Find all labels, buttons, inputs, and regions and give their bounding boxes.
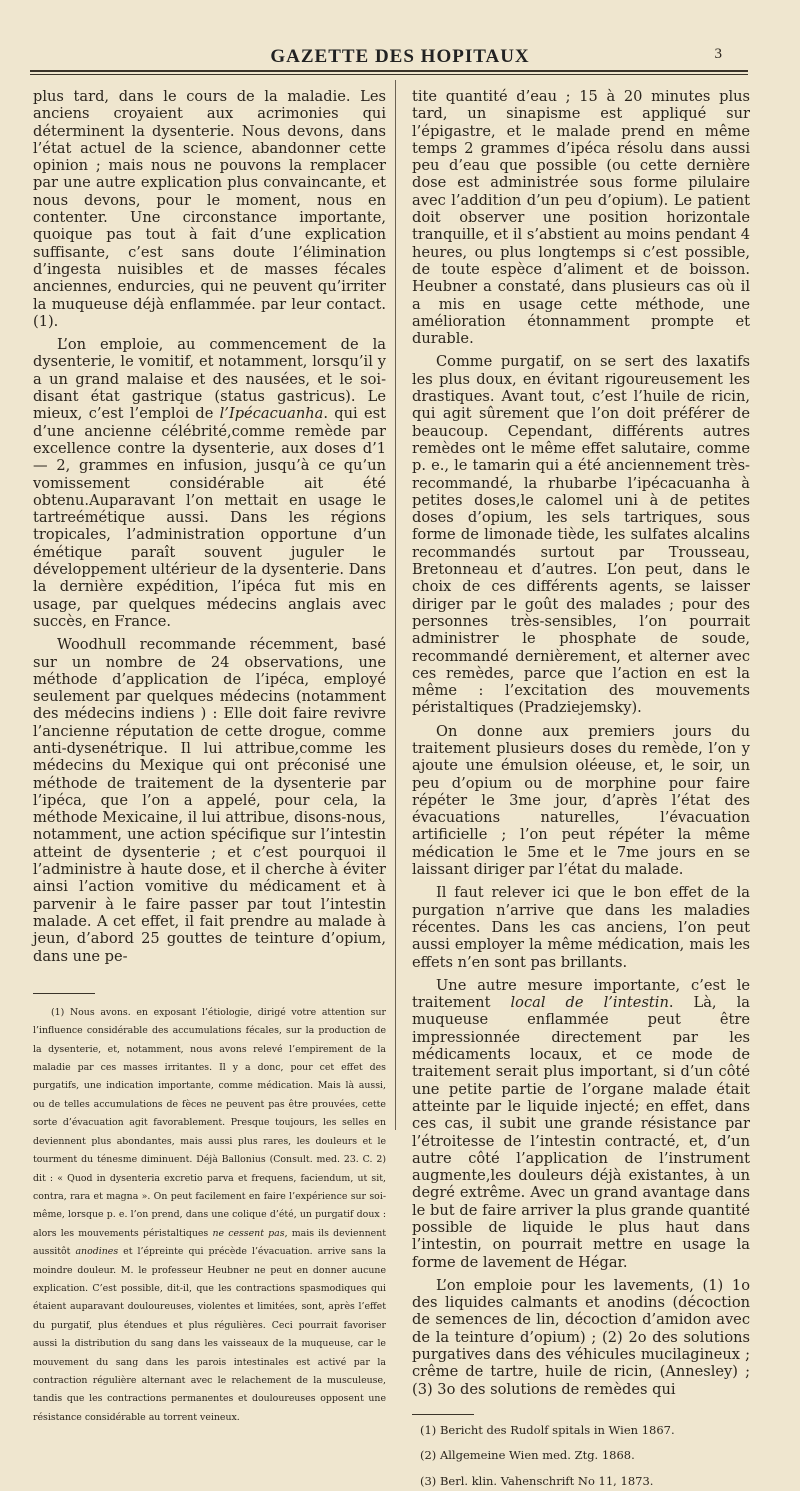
footnote: (2) Allgemeine Wien med. Ztg. 1868. [420,1448,635,1463]
paragraph: L’on emploie pour les lavements, (1) 1o des liquides calmants et anodins (décoction de semences de lin, décoction d’amidon avec de la teinture d’opium) ; (2) 2o des solutions purgatives dans des véhicules mucilagineux ; crême de tartre, huile de ricin, (Annesley) ; (3) 3o des solutions de remèdes qui [412,1276,750,1398]
header-rule-thick [30,70,748,72]
right-column [412,88,750,1491]
footnote-text: et l’épreinte qui précède l’évacuation. arrive sans la moindre douleur. M. le professeur Heubner ne peut en donner aucune explication. C’est possible, dit-il, que les contractions spasmodiques qui étaient auparavant douloureuses, violentes et limitées, sont, après l’effet du purgatif, plus étendues et plus régulières. Ceci pourrait favoriser aussi la distribution du sang dans les vaisseaux de la muqueuse, car le mouvement du sang dans les parois intestinales est activé par la contraction régulière alternant avec le relachement de la musculeuse, tandis que les contractions permanentes et douloureuses opposent une résistance considérable au torrent veineux. [33,1246,386,1423]
paragraph: Il faut relever ici que le bon effet de la purgation n’arrive que dans les maladies récentes. Dans les cas anciens, l’on peut aussi employer la même médication, mais les effets n’en sont pas brillants. [412,884,750,971]
paragraph [33,336,386,630]
footnote-rule [33,993,95,994]
italic-term: local de l’intestin [510,994,669,1012]
footnote-text: (1) Nous avons. en exposant l’étiologie, dirigé votre attention sur l’influence considérable des accumulations fécales, sur la production de la dysenterie, et, notamment, nous avons relevé l’empirement de la maladie par ces masses irritantes. Il y a donc, pour cet effet des purgatifs, une indication importante, comme médication. Mais là aussi, ou de telles accumulations de fèces ne peuvent pas être prouvées, cette sorte d’évacuation agit favorablement. Presque toujours, les selles en deviennent plus abondantes, mais aussi plus rares, les douleurs et le tourment du ténesme diminuent. Déjà Ballonius (Consult. med. 23. C. 2) dit : « Quod in dysenteria excretio parva et frequens, faciendum, ut sit, contra, rara et magna ». On peut facilement en faire l’expérience sur soi-même, lorsque p. e. l’on prend, dans une colique d’été, un purgatif doux : alors les mouvements péristaltiques [33,1006,386,1239]
footnote: (1) Bericht des Rudolf spitals in Wien 1867. [420,1422,675,1437]
footnote: (3) Berl. klin. Vahenschrift No 11, 1873. [420,1473,654,1488]
italic-term: anodines [75,1246,119,1258]
footnote-block [412,1421,750,1491]
left-column [33,88,386,1427]
paragraph: plus tard, dans le cours de la maladie. Les anciens croyaient aux acrimonies qui déterminent la dysenterie. Nous devons, dans l’état actuel de la science, abandonner cette opinion ; mais nous ne pouvons la remplacer par une autre explication plus convaincante, et nous devons, pour le moment, nous en contenter. Une circonstance importante, quoique pas tout à fait d’une explication suffisante, c’est sans doute l’élimination d’ingesta nuisibles et de masses fécales anciennes, endurcies, qui ne peuvent qu’irriter la muqueuse déjà enflammée. par leur contact. (1). [33,88,386,330]
footnote-rule [412,1414,474,1415]
paragraph: Woodhull recommande récemment, basé sur un nombre de 24 observations, une méthode d’application de l’ipéca, employé seulement par quelques médecins (notamment des médecins indiens ) : Elle doit faire revivre l’ancienne réputation de cette drogue, comme anti-dysenétrique. Il lui attribue,comme les médecins du Mexique qui ont préconisé une méthode de traitement de la dysenterie par l’ipéca, que l’on a appelé, pour cela, la méthode Mexicaine, il lui attribue, disons-nous, notamment, une action spécifique sur l’intestin atteint de dysenterie ; et c’est pourquoi il l’administre à haute dose, et il cherche à éviter ainsi l’action vomitive du médicament et à parvenir à le faire passer par tout l’intestin malade. A cet effet, il fait prendre au malade à jeun, d’abord 25 gouttes de teinture d’opium, dans une pe- [33,636,386,965]
page-title: GAZETTE DES HOPITAUX [270,46,530,67]
paragraph [412,977,750,1271]
paragraph-text: . qui est d’une ancienne célébrité,comme remède par excellence contre la dysenterie, aux doses d’1 — 2, grammes en infusion, jusqu’à ce qu’un vomissement considérable ait été obtenu.Auparavant l’on mettait en usage le tartreémétique aussi. Dans les régions tropicales, l’administration opportune d’un émétique paraît souvent juguler le développement ultérieur de la dysenterie. Dans la dernière expédition, l’ipéca fut mis en usage, par quelques médecins anglais avec succès, en France. [33,405,386,630]
column-divider [395,80,396,1130]
paragraph-text: L’on emploie, au commencement de la dysenterie, le vomitif, et notamment, lorsqu’il y a un grand malaise et des nausées, et le soi-disant état gastrique (status gastricus). Le mieux, c’est l’emploi de [33,336,386,423]
paragraph: Comme purgatif, on se sert des laxatifs les plus doux, en évitant rigoureusement les drastiques. Avant tout, c’est l’huile de ricin, qui agit sûrement que l’on doit préférer de beaucoup. Cependant, différents autres remèdes ont le même effet salutaire, comme p. e., le tamarin qui a été anciennement très-recommandé, la rhubarbe l’ipécacuanha à petites doses,le calomel uni à de petites doses d’opium, les sels tartriques, sous forme de limonade tiède, les sulfates alcalins recommandés surtout par Trousseau, Bretonneau et d’autres. L’on peut, dans le choix de ces différents agents, se laisser diriger par le goût des malades ; pour des personnes très-sensibles, l’on pourrait administrer le phosphate de soude, recommandé dernièrement, et alterner avec ces remèdes, parce que l’action en est la même : l’excitation des mouvements péristaltiques (Pradziejemsky). [412,353,750,717]
page-number: 3 [714,46,722,62]
italic-term: l’Ipécacuanha [219,405,324,423]
paragraph-text: . Là, la muqueuse enflammée peut être impressionnée directement par les médicaments locaux, et ce mode de traitement serait plus important, si d’un côté une petite partie de l’organe malade était atteinte par le liquide injecté; en effet, dans ces cas, il subit une grande résistance par l’étroitesse de l’intestin contracté, et, d’un autre côté l’application de l’instrument augmente,les douleurs déjà existantes, à un degré extrême. Avec un grand avantage dans le but de faire arriver la plus grande quantité possible de liquide le plus haut dans l’intestin, on pourrait mettre en usage la forme de lavement de Hégar. [412,994,750,1271]
footnote-text: , mais ils deviennent aussitôt [33,1227,386,1258]
paragraph-text: Une autre mesure importante, c’est le traitement [412,976,750,1012]
header-rule-thin [30,74,748,75]
footnote [33,1004,386,1427]
paragraph: tite quantité d’eau ; 15 à 20 minutes plus tard, un sinapisme est appliqué sur l’épigastre, et le malade prend en même temps 2 grammes d’ipéca résolu dans aussi peu d’eau que possible (ou cette dernière dose est administrée sous forme pilulaire avec l’addition d’un peu d’opium). Le patient doit observer une position horizontale tranquille, et il s’abstient au moins pendant 4 heures, ou plus longtemps si c’est possible, de toute espèce d’aliment et de boisson. Heubner a constaté, dans plusieurs cas où il a mis en usage cette méthode, une amélioration étonnamment prompte et durable. [412,88,750,348]
paragraph: On donne aux premiers jours du traitement plusieurs doses du remède, l’on y ajoute une émulsion oléeuse, et, le soir, un peu d’opium ou de morphine pour faire répéter le 3me jour, d’après l’état des évacuations naturelles, l’évacuation artificielle ; l’on peut répéter la même médication le 5me et le 7me jours en se laissant diriger par l’état du malade. [412,722,750,879]
italic-term: ne cessent pas [212,1227,285,1239]
footnote-block [33,1004,386,1427]
